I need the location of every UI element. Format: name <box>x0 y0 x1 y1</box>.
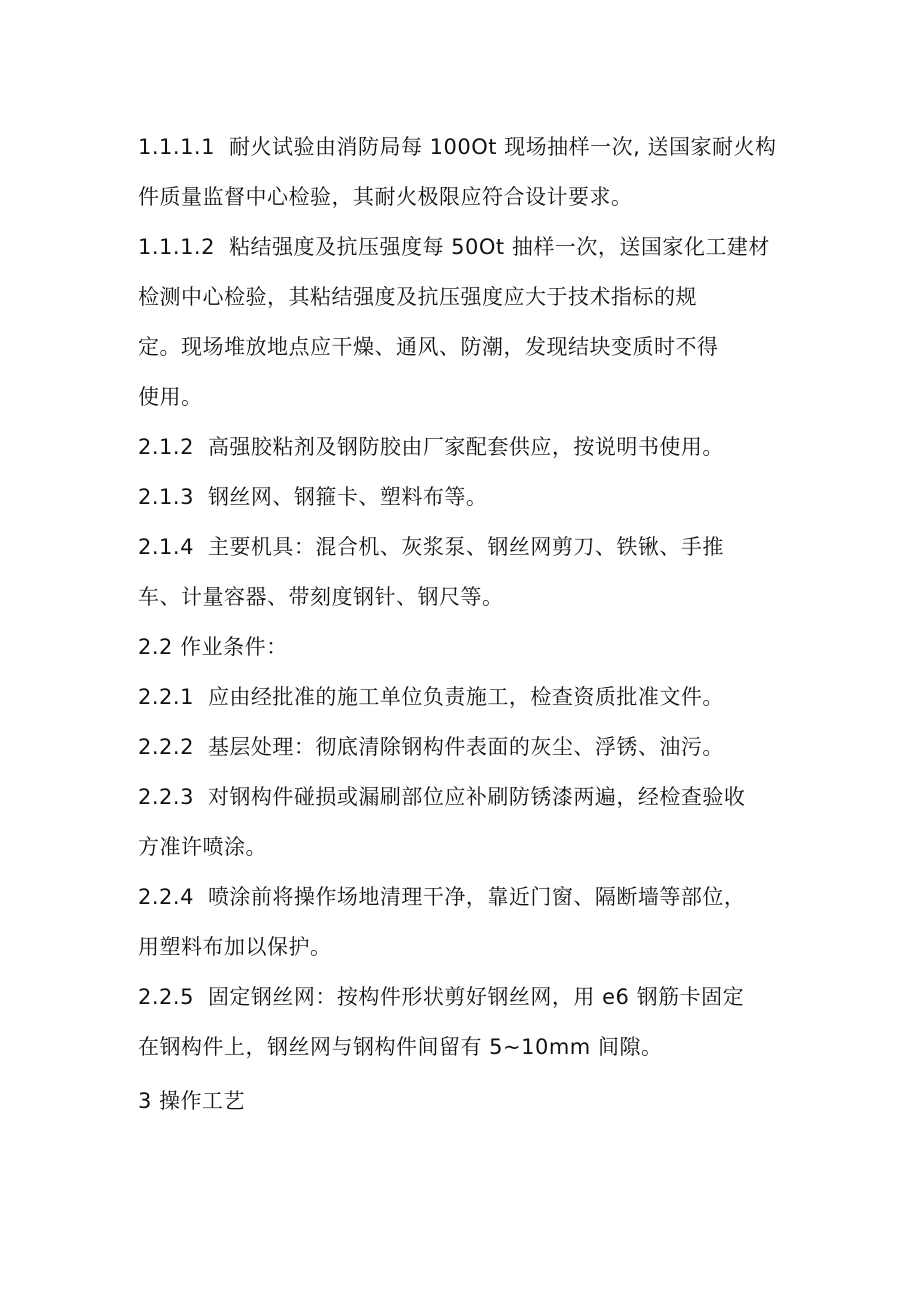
line-text: 应由经批准的施工单位负责施工，检查资质批准文件。 <box>207 685 724 709</box>
section-number: 2.2.3 <box>138 785 194 809</box>
paragraph-line <box>138 122 788 172</box>
paragraph-line <box>138 1022 788 1072</box>
line-text: 钢丝网、钢箍卡、塑料布等。 <box>207 485 488 509</box>
paragraph-line <box>138 372 788 422</box>
paragraph-line <box>138 972 788 1022</box>
line-text: 基层处理：彻底清除钢构件表面的灰尘、浮锈、油污。 <box>207 735 724 759</box>
paragraph-line <box>138 522 788 572</box>
paragraph-line <box>138 572 788 622</box>
paragraph-line <box>138 222 788 272</box>
paragraph-line <box>138 422 788 472</box>
line-text: 定。现场堆放地点应干燥、通风、防潮，发现结块变质时不得 <box>138 335 719 359</box>
section-heading <box>138 1076 788 1126</box>
paragraph-line <box>138 322 788 372</box>
document-body <box>138 122 788 1126</box>
section-number: 1.1.1.1 <box>138 135 215 159</box>
line-text: 在钢构件上，钢丝网与钢构件间留有 5~10mm 间隙。 <box>138 1035 663 1059</box>
section-number: 2.2.5 <box>138 985 194 1009</box>
section-number: 2.1.2 <box>138 435 194 459</box>
paragraph-line <box>138 872 788 922</box>
line-text: 检测中心检验，其粘结强度及抗压强度应大于技术指标的规 <box>138 285 697 309</box>
line-text: 3 操作工艺 <box>138 1089 246 1113</box>
line-text: 耐火试验由消防局每 100Ot 现场抽样一次, 送国家耐火构 <box>228 135 777 159</box>
line-text: 粘结强度及抗压强度每 50Ot 抽样一次，送国家化工建材 <box>228 235 770 259</box>
line-text: 方准许喷涂。 <box>138 835 267 859</box>
paragraph-line <box>138 722 788 772</box>
section-number: 2.2.1 <box>138 685 194 709</box>
line-text: 2.2 作业条件： <box>138 635 288 659</box>
line-text: 高强胶粘剂及钢防胶由厂家配套供应，按说明书使用。 <box>207 435 724 459</box>
paragraph-line <box>138 822 788 872</box>
line-text: 对钢构件碰损或漏刷部位应补刷防锈漆两遍，经检查验收 <box>207 785 746 809</box>
section-number: 1.1.1.2 <box>138 235 215 259</box>
section-heading <box>138 622 788 672</box>
line-text: 用塑料布加以保护。 <box>138 935 332 959</box>
section-number: 2.2.4 <box>138 885 194 909</box>
line-text: 使用。 <box>138 385 203 409</box>
paragraph-line <box>138 772 788 822</box>
paragraph-line <box>138 172 788 222</box>
line-text: 车、计量容器、带刻度钢针、钢尺等。 <box>138 585 504 609</box>
paragraph-line <box>138 472 788 522</box>
section-number: 2.1.4 <box>138 535 194 559</box>
line-text: 喷涂前将操作场地清理干净，靠近门窗、隔断墙等部位， <box>207 885 746 909</box>
paragraph-line <box>138 272 788 322</box>
paragraph-line <box>138 672 788 722</box>
section-number: 2.1.3 <box>138 485 194 509</box>
paragraph-line <box>138 922 788 972</box>
line-text: 件质量监督中心检验，其耐火极限应符合设计要求。 <box>138 185 633 209</box>
line-text: 主要机具：混合机、灰浆泵、钢丝网剪刀、铁锹、手推 <box>207 535 724 559</box>
section-number: 2.2.2 <box>138 735 194 759</box>
line-text: 固定钢丝网：按构件形状剪好钢丝网，用 e6 钢筋卡固定 <box>207 985 745 1009</box>
